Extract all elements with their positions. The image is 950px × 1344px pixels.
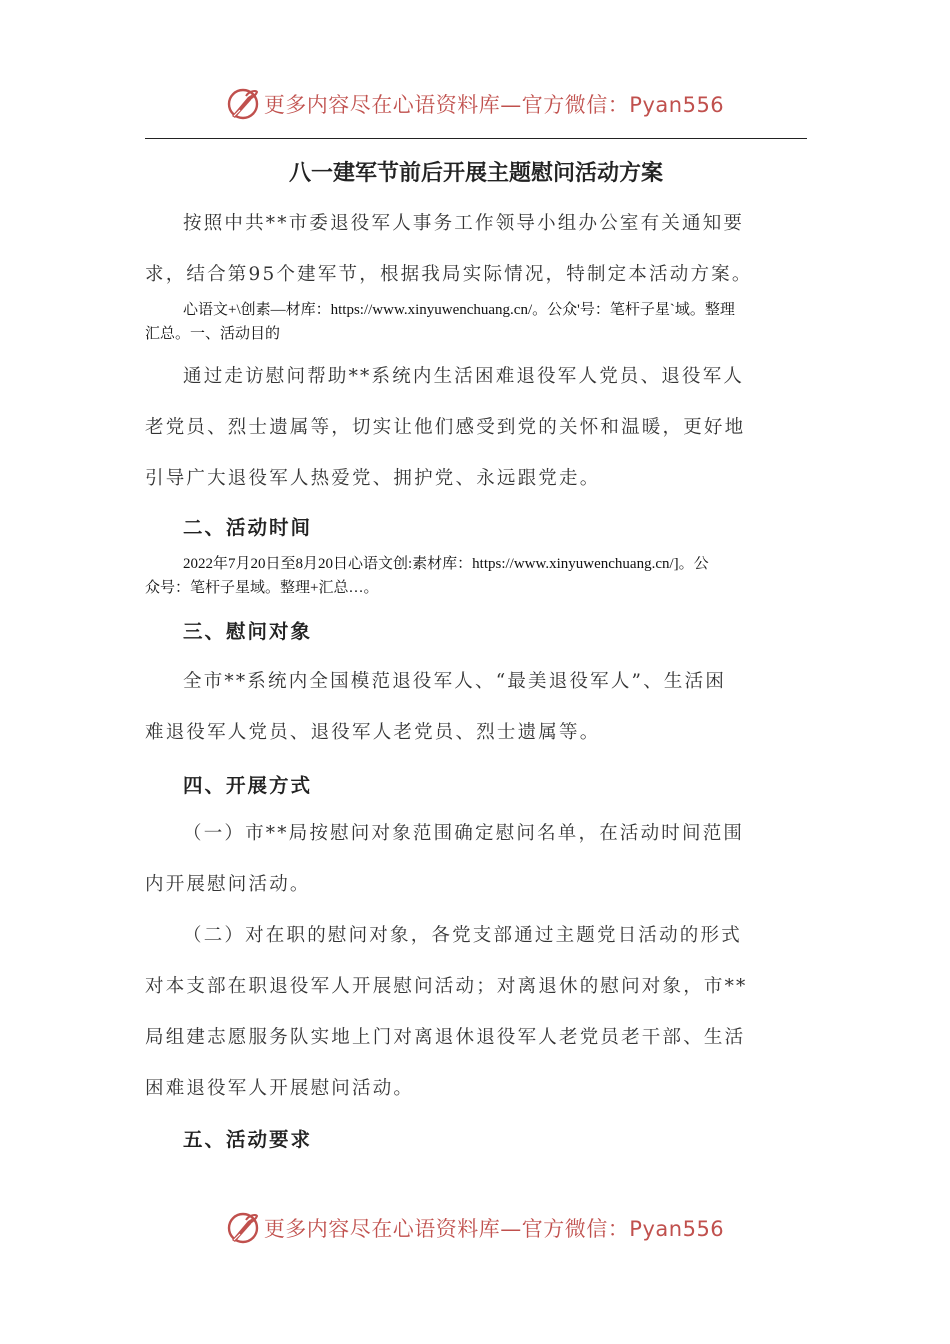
intro-paragraph <box>145 198 805 300</box>
document-title: 八一建军节前后开展主题慰问活动方案 <box>288 161 663 186</box>
paragraph-line: 老党员、烈士遗属等，切实让他们感受到党的关怀和温暖，更好地 <box>145 417 746 438</box>
time-note <box>145 552 810 600</box>
note-line: 心语文+\创素—材库：https://www.xinyuwenchuang.cn/。公众'号：笔杆子星`域。整理 <box>183 302 735 318</box>
method-item-1 <box>145 808 805 910</box>
section-heading-methods: 四、开展方式 <box>183 774 313 797</box>
paragraph-line: 全市**系统内全国模范退役军人、“最美退役军人”、生活困 <box>183 671 727 692</box>
section-heading-requirements: 五、活动要求 <box>183 1128 313 1151</box>
paragraph-line: （二）对在职的慰问对象，各党支部通过主题党日活动的形式 <box>183 925 742 946</box>
paragraph-line: 求，结合第95个建军节，根据我局实际情况，特制定本活动方案。 <box>145 264 753 285</box>
section-heading-time: 二、活动时间 <box>183 516 313 539</box>
paragraph-line: 对本支部在职退役军人开展慰问活动；对离退休的慰问对象，市** <box>145 976 748 997</box>
paragraph-line: （一）市**局按慰问对象范围确定慰问名单，在活动时间范围 <box>183 823 745 844</box>
paragraph-line: 内开展慰问活动。 <box>145 874 311 895</box>
paragraph-line: 按照中共**市委退役军人事务工作领导小组办公室有关通知要 <box>183 213 745 234</box>
header-banner <box>0 86 950 122</box>
note-line: 2022年7月20日至8月20日心语文创:素材库：https://www.xinyuwenchuang.cn/]。公 <box>183 556 709 572</box>
method-item-2 <box>145 910 805 1114</box>
header-divider <box>145 138 807 139</box>
banner-text: 更多内容尽在心语资料库—官方微信：Pyan556 <box>263 1217 725 1241</box>
paragraph-line: 困难退役军人开展慰问活动。 <box>145 1078 415 1099</box>
banner-text: 更多内容尽在心语资料库—官方微信：Pyan556 <box>263 93 725 117</box>
note-line: 汇总。一、活动目的 <box>145 326 281 342</box>
targets-paragraph <box>145 656 805 758</box>
source-note <box>145 298 810 346</box>
pen-nib-circle-icon <box>226 1211 260 1245</box>
section-heading-targets: 三、慰问对象 <box>183 620 313 643</box>
footer-banner <box>0 1210 950 1246</box>
paragraph-line: 难退役军人党员、退役军人老党员、烈士遗属等。 <box>145 722 601 743</box>
paragraph-line: 引导广大退役军人热爱党、拥护党、永远跟党走。 <box>145 468 601 489</box>
paragraph-line: 局组建志愿服务队实地上门对离退休退役军人老党员老干部、生活 <box>145 1027 746 1048</box>
paragraph-line: 通过走访慰问帮助**系统内生活困难退役军人党员、退役军人 <box>183 366 745 387</box>
purpose-paragraph <box>145 351 805 504</box>
note-line: 众号：笔杆子星域。整理+汇总…。 <box>145 580 379 596</box>
pen-nib-circle-icon <box>226 87 260 121</box>
